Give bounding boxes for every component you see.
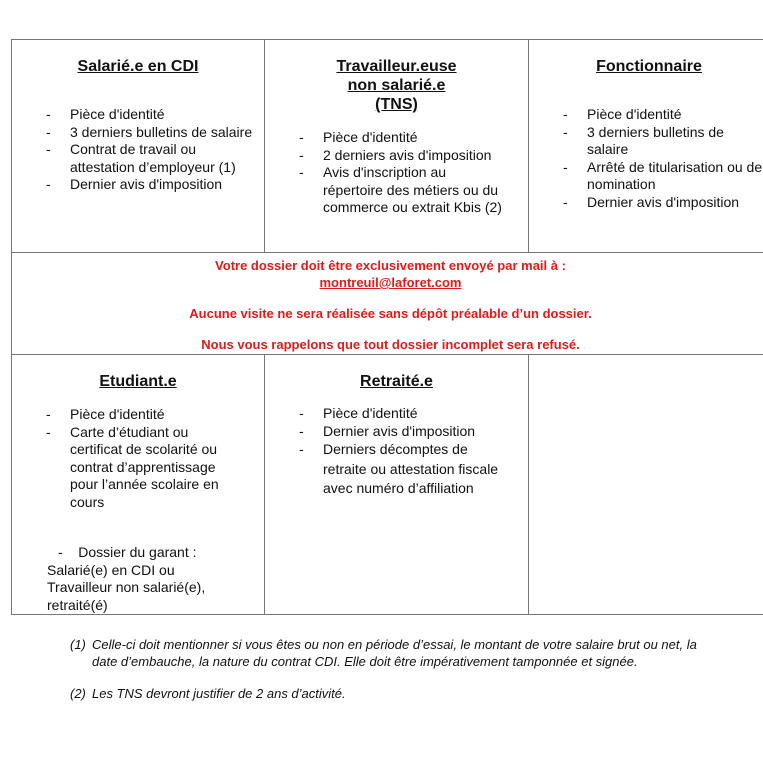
guarantor-label: Dossier du garant :: [78, 544, 197, 560]
tns-heading: Travailleur.euse non salarié.e (TNS): [336, 58, 457, 113]
dash-marker: -: [46, 141, 51, 157]
item-text: Pièce d'identité: [323, 129, 418, 145]
list-item: [265, 423, 528, 441]
dash-marker: -: [299, 405, 304, 421]
dash-marker: -: [46, 176, 51, 192]
fonctionnaire-heading: Fonctionnaire: [596, 58, 702, 75]
list-item: [265, 405, 528, 423]
dash-marker: -: [299, 146, 304, 163]
list-item: [12, 141, 264, 176]
dash-marker: -: [46, 123, 51, 140]
dash-marker: -: [299, 441, 304, 457]
notice-line-incomplete: Nous vous rappelons que tout dossier incomplet sera refusé.: [201, 337, 580, 352]
item-text: Pièce d'identité: [587, 106, 682, 122]
item-text: Carte d’étudiant ou certificat de scolarité ou contrat d’apprentissage pour l’année scolaire en cours: [70, 423, 219, 510]
etudiant-list: [12, 406, 264, 511]
dash-marker: -: [299, 422, 304, 439]
dash-marker: -: [563, 158, 568, 175]
list-item: [265, 147, 528, 165]
table-row: [12, 40, 763, 253]
list-item: [12, 424, 264, 512]
item-text: Dernier avis d'imposition: [323, 422, 476, 439]
retraite-list: [265, 405, 528, 499]
footnotes: [70, 637, 720, 703]
dash-marker: -: [563, 193, 568, 210]
cdi-cell: [12, 40, 265, 253]
list-item: [12, 124, 264, 142]
list-item: [265, 440, 528, 499]
fonctionnaire-list: [529, 106, 763, 211]
list-item: [529, 194, 763, 212]
footnote-2: [70, 686, 720, 703]
list-item: [265, 164, 528, 217]
list-item: [12, 406, 264, 424]
dash-marker: -: [563, 106, 568, 122]
item-text: Avis d'inscription au répertoire des métiers ou du commerce ou extrait Kbis (2): [323, 164, 502, 215]
footnote-text: Les TNS devront justifier de 2 ans d’activité.: [92, 686, 346, 701]
dash-marker: -: [299, 164, 304, 180]
cdi-list: [12, 106, 264, 194]
item-text: Pièce d'identité: [70, 106, 165, 122]
notice-line-send: Votre dossier doit être exclusivement envoyé par mail à :: [215, 258, 566, 273]
item-text: Derniers décomptes de retraite ou attestation fiscale avec numéro d’affiliation: [323, 441, 499, 496]
dash-marker: -: [58, 544, 63, 560]
table-row: [12, 355, 763, 615]
item-text: Contrat de travail ou attestation d’employeur (1): [70, 141, 236, 175]
list-item: [529, 106, 763, 124]
guarantor-detail: Salarié(e) en CDI ou Travailleur non salarié(e), retraité(é): [47, 561, 206, 613]
dash-marker: -: [46, 423, 51, 440]
dash-marker: -: [563, 123, 568, 140]
etudiant-heading: Etudiant.e: [99, 373, 177, 390]
list-item: [529, 159, 763, 194]
cdi-heading: Salarié.e en CDI: [77, 58, 199, 75]
item-text: 2 derniers avis d'imposition: [323, 146, 492, 163]
fonctionnaire-cell: [529, 40, 763, 253]
retraite-cell: [265, 355, 529, 615]
dash-marker: -: [299, 129, 304, 145]
notice-cell: [12, 253, 763, 355]
list-item: [12, 176, 264, 194]
footnote-number: (1): [70, 637, 86, 652]
list-item: [12, 106, 264, 124]
list-item: [529, 124, 763, 159]
dash-marker: -: [46, 406, 51, 422]
list-item: [265, 129, 528, 147]
item-text: Pièce d'identité: [323, 405, 418, 421]
item-text: Dernier avis d'imposition: [587, 193, 740, 210]
retraite-heading: Retraité.e: [360, 373, 433, 390]
item-text: Arrêté de titularisation ou de nomination: [587, 158, 763, 192]
tns-list: [265, 129, 528, 217]
footnote-text: Celle-ci doit mentionner si vous êtes ou non en période d’essai, le montant de votre salaire brut ou net, la date d’embauche, la nature du contrat CDI. Elle doit être impérativement tamponnée et signée.: [92, 637, 697, 669]
requirements-table: [11, 39, 763, 615]
contact-email-link[interactable]: montreuil@laforet.com: [319, 275, 462, 290]
dash-marker: -: [46, 106, 51, 122]
notice-line-visit: Aucune visite ne sera réalisée sans dépôt préalable d’un dossier.: [189, 306, 592, 321]
footnote-1: [70, 637, 720, 670]
item-text: 3 derniers bulletins de salaire: [70, 123, 253, 140]
footnote-number: (2): [70, 686, 86, 701]
item-text: Dernier avis d'imposition: [70, 176, 223, 192]
etudiant-cell: [12, 355, 265, 615]
empty-cell: [529, 355, 763, 615]
tns-cell: [265, 40, 529, 253]
item-text: Pièce d'identité: [70, 406, 165, 422]
item-text: 3 derniers bulletins de salaire: [587, 123, 724, 157]
guarantor-note: [12, 544, 264, 614]
table-row: [12, 253, 763, 355]
notice-block: [12, 253, 763, 353]
